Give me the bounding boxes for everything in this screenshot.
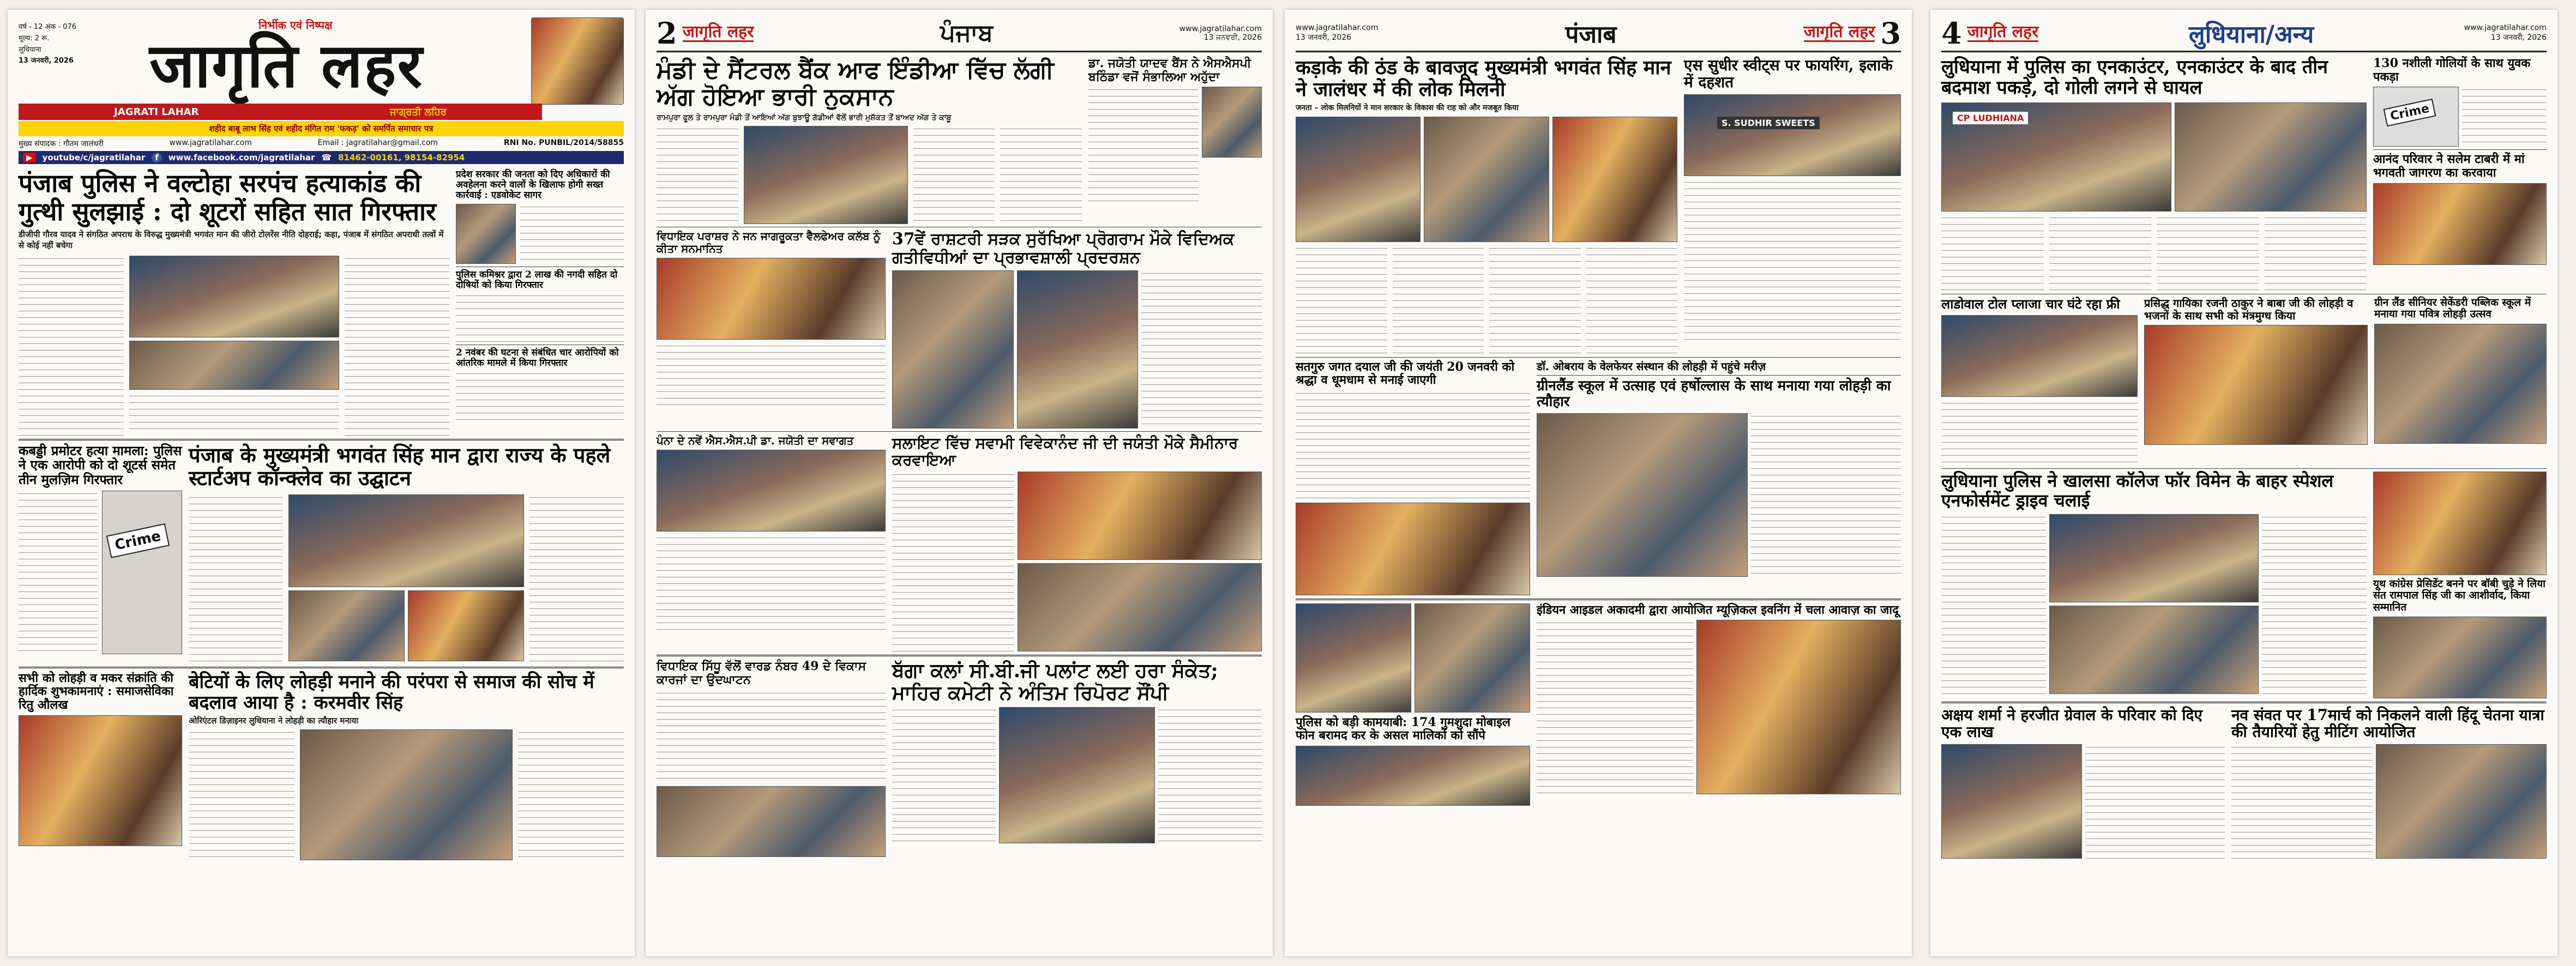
kabaddi-headline[interactable]: कबड्डी प्रमोटर हत्या मामला: पुलिस ने एक आरोपी को दो शूटर्स समेत तीन मुलज़िम गिरफ्तार bbox=[19, 442, 182, 488]
lok-milni-photo-1[interactable] bbox=[1296, 117, 1421, 242]
greenland-lohri-photo[interactable] bbox=[1537, 413, 1748, 577]
email-link[interactable]: Email : jagratilahar@gmail.com bbox=[317, 138, 438, 147]
side-photo-portrait[interactable] bbox=[456, 204, 516, 264]
facebook-link[interactable]: www.facebook.com/jagratilahar bbox=[168, 153, 315, 162]
vivekananda-photo-2[interactable] bbox=[1018, 563, 1262, 651]
mini-logo: जागृति लहर bbox=[1967, 22, 2039, 41]
encounter-photo-1[interactable] bbox=[1941, 102, 2171, 212]
toll-plaza-photo[interactable] bbox=[1941, 315, 2138, 397]
dedication-strip: शहीद बाबू लाभ सिंह एवं शहीद मंगित राम 'फकड़' को समर्पित समाचार पत्र bbox=[19, 121, 624, 136]
shop-sign: S. SUDHIR SWEETS bbox=[1717, 117, 1820, 129]
tagline: निर्भीक एवं निष्पक्ष bbox=[258, 19, 333, 32]
website-link[interactable]: www.jagratilahar.com bbox=[1179, 24, 1262, 33]
startup-conclave-headline[interactable]: पंजाब के मुख्यमंत्री भगवंत सिंह मान द्वारा राज्य के पहले स्टार्टअप कॉन्क्लेव का उद्घाटन bbox=[189, 442, 611, 491]
satguru-photo[interactable] bbox=[1296, 503, 1530, 595]
pills-seized-headline[interactable]: 130 नशीली गोलियों के साथ युवक पकड़ा bbox=[2373, 56, 2531, 84]
parashar-photo[interactable] bbox=[657, 258, 886, 340]
youtube-link[interactable]: youtube/c/jagratilahar bbox=[42, 153, 146, 162]
parashar-headline[interactable]: ਵਿਧਾਇਕ ਪਰਾਸ਼ਰ ਨੇ ਜਨ ਜਾਗਰੂਕਤਾ ਵੈਲਫੇਅਰ ਕਲੱਬ ਨੂੰ ਕੀਤਾ ਸਨਮਾਨਿਤ bbox=[657, 230, 881, 255]
bank-fire-sub: ਰਾਮਪੁਰਾ ਫੂਲ ਤੇ ਰਾਮਪੁਰਾ ਮੰਡੀ ਤੋਂ ਆਇਆਂ ਅੱਗ ਬੁਝਾਊ ਗੱਡੀਆਂ ਵੱਲੋਂ ਭਾਰੀ ਮੁਸ਼ੱਕਤ ਤੋਂ ਬਾਅਦ ਅੱਗ ਤੇ ਕਾਬੂ bbox=[657, 113, 952, 122]
masthead bbox=[19, 17, 624, 121]
section-title: लुधियाना/अन्य bbox=[2188, 20, 2314, 49]
page-number: 2 bbox=[657, 15, 677, 51]
rajni-thakur-photo[interactable] bbox=[2144, 325, 2368, 445]
crime-graphic bbox=[102, 491, 182, 654]
page-3-header bbox=[1296, 17, 1901, 52]
obrai-lohri-headline[interactable]: डॉ. ओबराय के वेलफेयर संस्थान की लोहड़ी में पहुंचे मरीज़ bbox=[1537, 359, 1766, 373]
bank-fire-headline[interactable]: ਮੰਡੀ ਦੇ ਸੈਂਟਰਲ ਬੈਂਕ ਆਫ ਇੰਡੀਆ ਵਿੱਚ ਲੱਗੀ ਅੱਗ ਹੋਇਆ ਭਾਰੀ ਨੁਕਸਾਨ bbox=[657, 56, 1054, 111]
page-date: 13 जनवरी, 2026 bbox=[1296, 33, 1352, 42]
hindu-chetna-headline[interactable]: नव संवत पर 17मार्च को निकलने वाली हिंदू चेतना यात्रा की तैयारियों हेतु मीटिंग आयोजित bbox=[2231, 705, 2544, 741]
ssp-portrait[interactable] bbox=[1202, 87, 1262, 158]
punjabi-name: ਜਾਗ੍ਰਤੀ ਲਹਿਰ bbox=[389, 106, 447, 118]
meta-price: मूल्य: 2 रू. bbox=[19, 34, 50, 43]
masthead-title: जागृति लहर bbox=[149, 30, 424, 101]
sweets-shop-photo[interactable] bbox=[1684, 94, 1901, 176]
page-date: 13 ਜਨਵਰੀ, 2026 bbox=[1203, 33, 1262, 42]
page-4-header bbox=[1941, 17, 2547, 52]
website-link[interactable]: www.jagratilahar.com bbox=[169, 138, 252, 147]
lead-headline[interactable]: पंजाब पुलिस ने वल्टोहा सरपंच हत्याकांड की गुत्थी सुलझाई : दो शूटरों सहित सात गिरफ्तार bbox=[19, 168, 436, 226]
page-3 bbox=[1285, 10, 1912, 956]
side-headline-arrests[interactable]: 2 नवंबर की घटना से संबंधित चार आरोपियों को आंतरिक मामले में किया गिरफ्तार bbox=[456, 347, 619, 369]
rni-number: RNI No. PUNBIL/2014/58855 bbox=[503, 138, 624, 147]
greenland-school-photo[interactable] bbox=[2374, 324, 2547, 444]
lok-milni-photo-3[interactable] bbox=[1552, 117, 1677, 242]
meta-volume: वर्ष - 12 अंक - 076 bbox=[19, 23, 77, 31]
masthead-meta bbox=[19, 22, 100, 67]
info-row bbox=[19, 136, 624, 151]
satguru-jayanti-headline[interactable]: सतगुरु जगत दयाल जी की जयंती 20 जनवरी को श्रद्धा व धूमधाम से मनाई जाएगी bbox=[1296, 359, 1515, 388]
rituaulakh-photo[interactable] bbox=[19, 715, 182, 846]
page-number: 4 bbox=[1941, 15, 1962, 51]
jagran-photo[interactable] bbox=[2373, 183, 2547, 265]
road-safety-headline[interactable]: 37ਵੇਂ ਰਾਸ਼ਟਰੀ ਸੜਕ ਸੁਰੱਖਿਆ ਪ੍ਰੋਗਰਾਮ ਮੌਕੇ ਵਿਦਿਅਕ ਗਤੀਵਿਧੀਆਂ ਦਾ ਪ੍ਰਭਾਵਸ਼ਾਲੀ ਪ੍ਰਦਰਸ਼ਨ bbox=[892, 230, 1235, 268]
startup-conclave-photo[interactable] bbox=[288, 494, 524, 587]
meta-date: 13 जनवरी, 2026 bbox=[19, 57, 74, 65]
indian-idol-photo[interactable] bbox=[1696, 620, 1901, 794]
lohri-daughters-sub: ओरिएंटल डिज़ाइनर लुधियाना ने लोहड़ी का त्यौहार मनाया bbox=[189, 715, 359, 726]
crime-label: Crime bbox=[2384, 99, 2436, 126]
road-safety-photo-2[interactable] bbox=[1017, 270, 1139, 428]
rajni-thakur-headline[interactable]: प्रसिद्ध गायिका रजनी ठाकुर ने बाबा जी की लोहड़ी व भजनों के साथ सभी को मंत्रमुग्ध किया bbox=[2144, 297, 2354, 322]
indian-idol-headline[interactable]: इंडियन आइडल अकादमी द्वारा आयोजित म्यूज़िकल इवनिंग में चला आवाज़ का जादू bbox=[1537, 602, 1899, 617]
cbg-plant-photo[interactable] bbox=[999, 707, 1155, 843]
mobile-recovery-photo[interactable] bbox=[1296, 746, 1530, 806]
crime-graphic bbox=[2373, 87, 2459, 147]
phone-icon: ☎ bbox=[321, 153, 332, 162]
english-name: JAGRATI LAHAR bbox=[114, 106, 199, 118]
khalsa-college-drive-headline[interactable]: लुधियाना पुलिस ने खालसा कॉलेज फॉर विमेन के बाहर स्पेशल एनफोर्समेंट ड्राइव चलाई bbox=[1941, 470, 2334, 511]
cp-label: CP LUDHIANA bbox=[1953, 112, 2028, 124]
akshay-sharma-headline[interactable]: अक्षय शर्मा ने हरजीत ग्रेवाल के परिवार को दिए एक लाख bbox=[1941, 705, 2202, 741]
hindu-chetna-photo[interactable] bbox=[2376, 744, 2547, 859]
crime-label: Crime bbox=[106, 523, 170, 558]
lead-subheadline: डीजीपी गौरव यादव ने संगठित अपराध के विरुद्ध मुख्यमंत्री भगवंत मान की जीरो टोलरेंस नीति दोहराई; कहा, पंजाब में संगठित अपराधी तत्वों में से कोई नहीं बचेगा bbox=[19, 230, 444, 251]
encounter-headline[interactable]: लुधियाना में पुलिस का एनकाउंटर, एनकाउंटर के बाद तीन बदमाश पकड़े, दो गोली लगने से घायल bbox=[1941, 56, 2328, 99]
facebook-icon: f bbox=[152, 153, 162, 162]
youth-congress-headline[interactable]: यूथ कांग्रेस प्रेसिडेंट बनने पर बॉबी चुड़े ने लिया संत रामपाल सिंह जी का आशीर्वाद, किया सम्मानित bbox=[2373, 578, 2546, 613]
youth-congress-photo[interactable] bbox=[2373, 617, 2547, 698]
website-link[interactable]: www.jagratilahar.com bbox=[1296, 23, 1379, 32]
ssp-bathinda-headline[interactable]: ਡਾ. ਜਯੋਤੀ ਯਾਦਵ ਬੈਂਸ ਨੇ ਐਸਐਸਪੀ ਬਠਿੰਡਾ ਵਜੋਂ ਸੰਭਾਲਿਆ ਅਹੁੱਦਾ bbox=[1088, 56, 1251, 84]
cm-lok-milni-headline[interactable]: कड़ाके की ठंड के बावजूद मुख्यमंत्री भगवंत सिंह मान ने जालंधर में की लोक मिलनी bbox=[1296, 56, 1671, 101]
road-safety-photo-1[interactable] bbox=[892, 270, 1014, 428]
phone-number: 81462-00161, 98154-82954 bbox=[338, 153, 465, 162]
page-4 bbox=[1930, 10, 2557, 956]
name-strip bbox=[19, 104, 542, 120]
encounter-photo-2[interactable] bbox=[2175, 102, 2367, 212]
youtube-icon: ▶ bbox=[23, 153, 36, 162]
side-headline-commissioner[interactable]: पुलिस कमिश्नर द्वारा 2 लाख की नगदी सहित दो दोषियों को किया गिरफ्तार bbox=[456, 269, 618, 291]
editor-line: मुख्य संपादक : गौतम जालंधरी bbox=[19, 140, 104, 148]
page-date: 13 जनवरी, 2026 bbox=[2490, 33, 2547, 42]
khalsa-drive-photo-2[interactable] bbox=[2049, 606, 2259, 694]
khalsa-drive-photo-1[interactable] bbox=[2049, 514, 2259, 602]
new-ssp-photo[interactable] bbox=[657, 450, 886, 532]
lohri-celebration-photo[interactable] bbox=[300, 729, 513, 860]
cbg-plant-headline[interactable]: ਬੱਗਾ ਕਲਾਂ ਸੀ.ਬੀ.ਜੀ ਪਲਾਂਟ ਲਈ ਹਰਾ ਸੰਕੇਤ; ਮਾਹਿਰ ਕਮੇਟੀ ਨੇ ਅੰਤਿਮ ਰਿਪੋਰਟ ਸੌਂਪੀ bbox=[892, 659, 1218, 704]
greenland-school-headline[interactable]: ग्रीन लैंड सीनियर सेकेंडरी पब्लिक स्कूल में मनाया गया पवित्र लोहड़ी उत्सव bbox=[2374, 297, 2531, 321]
section-title: ਪੰਜਾਬ bbox=[940, 19, 994, 47]
page-2-header bbox=[657, 17, 1262, 52]
mini-logo: जागृति लहर bbox=[1803, 22, 1875, 41]
mobile-recovery-headline[interactable]: पुलिस को बड़ी कामयाबी: 174 गुमशुदा मोबाइल फोन बरामद कर के असल मालिकों को सौंपे bbox=[1296, 715, 1510, 743]
ward-49-headline[interactable]: ਵਿਧਾਇਕ ਸਿੱਧੂ ਵੱਲੋਂ ਵਾਰਡ ਨੰਬਰ 49 ਦੇ ਵਿਕਾਸ ਕਾਰਜਾਂ ਦਾ ਉਦਘਾਟਨ bbox=[657, 659, 866, 687]
lohri-daughters-headline[interactable]: बेटियों के लिए लोहड़ी मनाने की परंपरा से समाज की सोच में बदलाव आया है : करमवीर सिंह bbox=[189, 671, 594, 714]
event-photo-2[interactable] bbox=[1415, 603, 1530, 713]
cm-lok-milni-sub: जनता – लोक मिलनियों ने मान सरकार के विकास की राह को और मजबूत किया bbox=[1296, 103, 1519, 112]
page-number: 3 bbox=[1880, 15, 1901, 51]
lead-photo-police-press[interactable] bbox=[129, 256, 339, 337]
new-ssp-welcome-headline[interactable]: ਪੰਨਾ ਦੇ ਨਵੇਂ ਐਸ.ਐਸ.ਪੀ ਡਾ. ਜਯੋਤੀ ਦਾ ਸਵਾਗਤ bbox=[657, 433, 854, 447]
bank-fire-photo[interactable] bbox=[744, 126, 908, 224]
page-2 bbox=[646, 10, 1273, 956]
ward-49-photo[interactable] bbox=[657, 786, 886, 857]
lead-photo-accused[interactable] bbox=[129, 341, 339, 390]
section-title: पंजाब bbox=[1565, 20, 1617, 49]
masthead-lohri-illustration bbox=[531, 17, 624, 105]
event-photo-1[interactable] bbox=[1296, 603, 1411, 713]
rituaulakh-headline[interactable]: सभी को लोहड़ी व मकर संक्रांति की हार्दिक शुभकामनाएं : समाजसेविका रितु औलख bbox=[19, 671, 174, 712]
vivekananda-photo-1[interactable] bbox=[1018, 472, 1262, 560]
greenland-lohri-headline[interactable]: ग्रीनलैंड स्कूल में उत्साह एवं हर्षोल्लास के साथ मनाया गया लोहड़ी का त्यौहार bbox=[1537, 377, 1891, 410]
youth-congress-photo-top[interactable] bbox=[2373, 472, 2547, 575]
website-link[interactable]: www.jagratilahar.com bbox=[2464, 23, 2547, 32]
page-1 bbox=[8, 10, 635, 956]
meta-city: लुधियाना bbox=[19, 45, 41, 54]
startup-photo-3[interactable] bbox=[408, 590, 524, 661]
akshay-sharma-photo[interactable] bbox=[1941, 744, 2082, 859]
social-strip bbox=[19, 151, 624, 164]
startup-photo-2[interactable] bbox=[288, 590, 405, 661]
jagran-headline[interactable]: आनंद परिवार ने सलेम टाबरी में मां भगवती जागरण का करवाया bbox=[2373, 152, 2525, 180]
vivekananda-headline[interactable]: ਸਲਾਇਟ ਵਿੱਚ ਸਵਾਮੀ ਵਿਵੇਕਾਨੰਦ ਜੀ ਦੀ ਜਯੰਤੀ ਮੌਕੇ ਸੈਮੀਨਾਰ ਕਰਵਾਇਆ bbox=[892, 433, 1238, 469]
sweets-firing-headline[interactable]: एस सुधीर स्वीट्स पर फायरिंग, इलाके में दहशत bbox=[1684, 56, 1893, 92]
toll-plaza-headline[interactable]: लाडोवाल टोल प्लाजा चार घंटे रहा फ्री bbox=[1941, 296, 2120, 312]
mini-logo: जागृति लहर bbox=[682, 22, 754, 41]
lok-milni-photo-2[interactable] bbox=[1424, 117, 1549, 242]
side-headline-advocate[interactable]: प्रदेश सरकार की जनता को दिए अधिकारों की अवहेलना करने वालों के खिलाफ होगी सख्त कार्रवाई : एडवोकेट सागर bbox=[456, 169, 610, 201]
